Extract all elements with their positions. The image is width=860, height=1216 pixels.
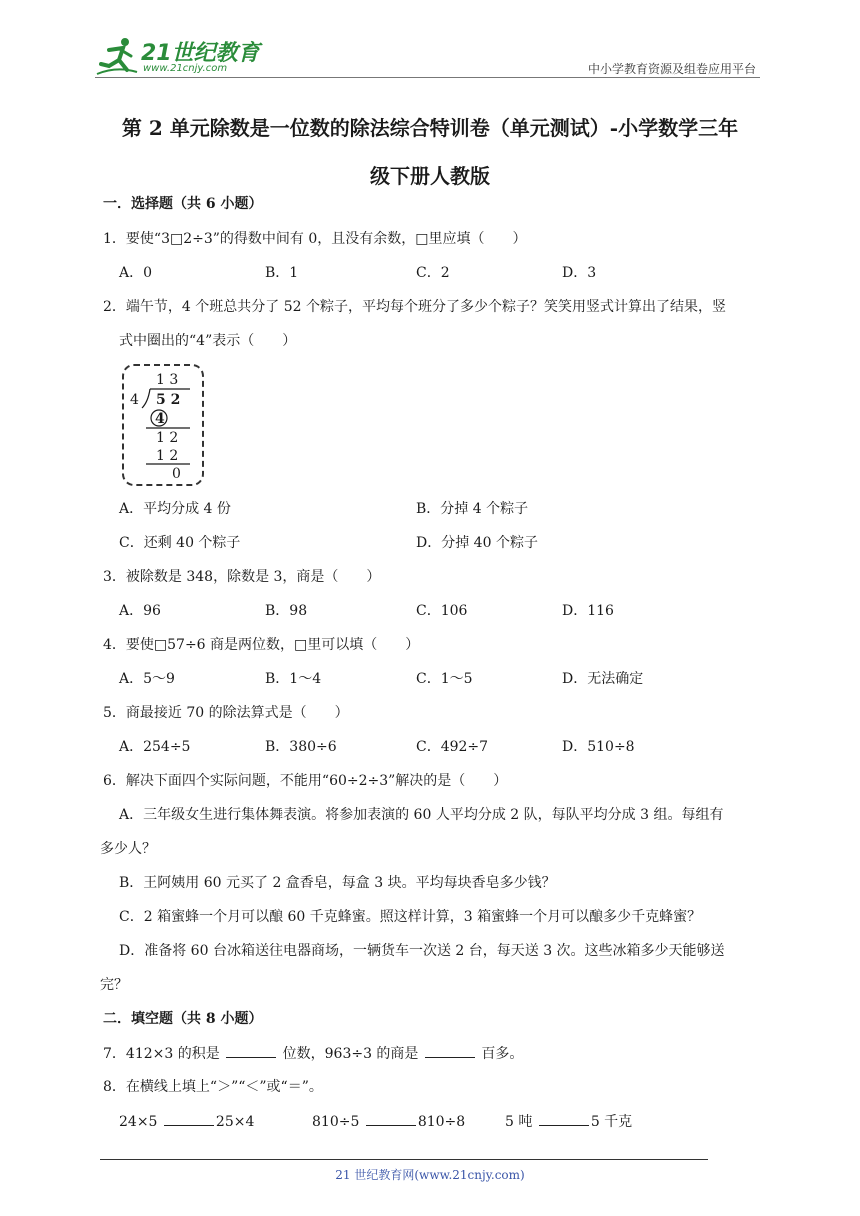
q7-blank-1[interactable] (226, 1043, 276, 1058)
title-line-1: 第 2 单元除数是一位数的除法综合特训卷（单元测试）-小学数学三年 (121, 116, 739, 140)
q8-item-3 (505, 1111, 632, 1132)
q8-item-1 (119, 1111, 254, 1132)
question-8: 8．在横线上填上“＞”“＜”或“＝”。 (103, 1079, 323, 1095)
q2-option-b: B．分掉 4 个粽子 (416, 501, 529, 517)
footer-divider (100, 1159, 708, 1160)
q3-option-c: C．106 (416, 603, 468, 619)
q2-option-a: A．平均分成 4 份 (119, 501, 231, 517)
q4-option-d: D．无法确定 (562, 671, 644, 687)
q1-option-a: A．0 (119, 265, 153, 281)
q7-part-3: 百多。 (481, 1046, 524, 1062)
question-2-line-2: 式中圈出的“4”表示（ ） (119, 333, 297, 349)
q8-item-1-right: 25×4 (215, 1114, 255, 1130)
q8-item-1-blank[interactable] (164, 1111, 214, 1126)
question-7 (103, 1043, 523, 1064)
q8-item-2-right: 810÷8 (417, 1114, 466, 1130)
q6-option-c: C．2 箱蜜蜂一个月可以酿 60 千克蜂蜜。照这样计算，3 箱蜜蜂一个月可以酿多少千克蜂蜜？ (119, 909, 702, 925)
question-2-line-1: 2．端午节，4 个班总共分了 52 个粽子，平均每个班分了多少个粽子？笑笑用竖式计算出了结果，竖 (103, 299, 726, 315)
quotient-text: 1 3 (156, 372, 179, 388)
logo-url: www.21cnjy.com (143, 63, 228, 74)
section-choice-heading: 一．选择题（共 6 小题） (103, 196, 263, 212)
q8-item-2-blank[interactable] (366, 1111, 416, 1126)
circled-digit: 4 (155, 411, 165, 427)
question-4: 4．要使□57÷6 商是两位数，□里可以填（ ） (103, 637, 420, 653)
question-1: 1．要使“3□2÷3”的得数中间有 0，且没有余数，□里应填（ ） (103, 231, 527, 247)
platform-label: 中小学教育资源及组卷应用平台 (587, 62, 756, 76)
q8-item-2 (312, 1111, 465, 1132)
q3-option-d: D．116 (562, 603, 614, 619)
q5-option-a: A．254÷5 (119, 739, 191, 755)
page-title (90, 104, 770, 200)
q5-option-b: B．380÷6 (265, 739, 337, 755)
remainder-text: 0 (172, 466, 181, 482)
long-division-svg (124, 366, 202, 484)
q8-item-2-left: 810÷5 (312, 1114, 360, 1130)
question-3: 3．被除数是 348，除数是 3，商是（ ） (103, 569, 381, 585)
q4-option-b: B．1～4 (265, 671, 322, 687)
q1-option-b: B．1 (265, 265, 299, 281)
division-bracket (142, 389, 150, 408)
page-header (95, 34, 760, 78)
logo (95, 34, 265, 78)
step-three-text: 1 2 (156, 448, 179, 464)
q6-option-d-line-2: 完？ (100, 977, 128, 993)
q8-item-3-right: 5 千克 (590, 1114, 633, 1130)
q6-option-d-line-1: D．准备将 60 台冰箱送往电器商场，一辆货车一次送 2 台，每天送 3 次。这些冰箱多少天能够送 (119, 943, 725, 959)
title-line-2: 级下册人教版 (370, 164, 490, 188)
q8-item-1-left: 24×5 (119, 1114, 158, 1130)
q2-option-d: D．分掉 40 个粽子 (416, 535, 538, 551)
runner-logo-icon (95, 36, 139, 76)
q4-option-a: A．5～9 (119, 671, 175, 687)
header-divider (95, 77, 760, 78)
q7-part-1: 7．412×3 的积是 (103, 1046, 220, 1062)
logo-text: 21世纪教育 (141, 41, 260, 66)
q7-blank-2[interactable] (425, 1043, 475, 1058)
step-two-text: 1 2 (156, 430, 179, 446)
q8-item-3-left: 5 吨 (505, 1114, 533, 1130)
q3-option-a: A．96 (119, 603, 161, 619)
footer-link[interactable]: 21 世纪教育网(www.21cnjy.com) (335, 1168, 525, 1182)
q1-option-c: C．2 (416, 265, 450, 281)
q5-option-c: C．492÷7 (416, 739, 489, 755)
section-fill-heading: 二．填空题（共 8 小题） (103, 1011, 263, 1027)
question-5: 5．商最接近 70 的除法算式是（ ） (103, 705, 349, 721)
q1-option-d: D．3 (562, 265, 597, 281)
question-6: 6．解决下面四个实际问题，不能用“60÷2÷3”解决的是（ ） (103, 773, 508, 789)
q3-option-b: B．98 (265, 603, 308, 619)
q6-option-a-line-1: A．三年级女生进行集体舞表演。将参加表演的 60 人平均分成 2 队，每队平均分成 3 组。每组有 (119, 807, 724, 823)
q6-option-b: B．王阿姨用 60 元买了 2 盒香皂，每盒 3 块。平均每块香皂多少钱？ (119, 875, 556, 891)
q4-option-c: C．1～5 (416, 671, 473, 687)
q7-part-2: 位数，963÷3 的商是 (282, 1046, 419, 1062)
divisor-text: 4 (130, 392, 139, 408)
q6-option-a-line-2: 多少人？ (100, 841, 156, 857)
long-division-figure (122, 364, 204, 486)
q2-option-c: C．还剩 40 个粽子 (119, 535, 241, 551)
q5-option-d: D．510÷8 (562, 739, 635, 755)
dividend-text: 5 2 (156, 392, 181, 408)
q8-item-3-blank[interactable] (539, 1111, 589, 1126)
